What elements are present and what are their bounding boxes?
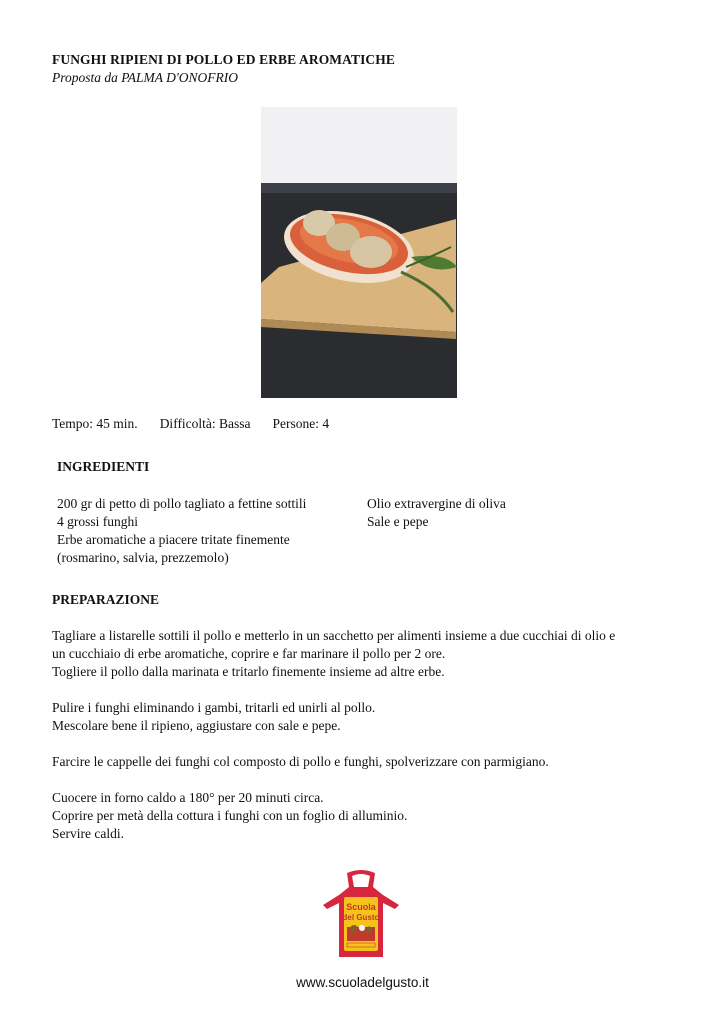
ingredients-heading: INGREDIENTI [57, 459, 150, 474]
ingredient-item: 200 gr di petto di pollo tagliato a fettine sottili [57, 496, 307, 511]
preparation-line: Coprire per metà della cottura i funghi con un foglio di alluminio. [52, 808, 408, 823]
preparation-text [52, 627, 682, 861]
prep-time: Tempo: 45 min. [52, 416, 138, 431]
preparation-line: Farcire le cappelle dei funghi col composto di pollo e funghi, spolverizzare con parmigiano. [52, 754, 549, 769]
ingredient-item: Erbe aromatiche a piacere tritate finemente [57, 532, 290, 547]
servings: Persone: 4 [272, 416, 330, 431]
recipe-author: Proposta da PALMA D'ONOFRIO [52, 70, 239, 85]
ingredient-item: Olio extravergine di oliva [367, 496, 506, 511]
preparation-line: Tagliare a listarelle sottili il pollo e metterlo in un sacchetto per alimenti insieme a due cucchiai di olio e [52, 628, 616, 643]
recipe-meta [52, 416, 351, 432]
preparation-line: Mescolare bene il ripieno, aggiustare con sale e pepe. [52, 718, 341, 733]
logo-text-line1: Scuola [346, 902, 376, 912]
preparation-paragraph [52, 627, 682, 681]
ingredient-item: (rosmarino, salvia, prezzemolo) [57, 550, 229, 565]
preparation-line: Pulire i funghi eliminando i gambi, tritarli ed unirli al pollo. [52, 700, 376, 715]
difficulty: Difficoltà: Bassa [159, 416, 251, 431]
ingredient-item: 4 grossi funghi [57, 514, 138, 529]
scuola-del-gusto-logo [321, 869, 401, 961]
preparation-line: Cuocere in forno caldo a 180° per 20 minuti circa. [52, 790, 324, 805]
preparation-heading: PREPARAZIONE [52, 592, 160, 607]
recipe-title: FUNGHI RIPIENI DI POLLO ED ERBE AROMATICHE [52, 52, 395, 67]
ingredients-list-left [57, 495, 306, 567]
preparation-paragraph [52, 753, 682, 771]
website-url[interactable]: www.scuoladelgusto.it [296, 975, 429, 990]
preparation-line: Servire caldi. [52, 826, 124, 841]
preparation-line: Togliere il pollo dalla marinata e tritarlo finemente insieme ad altre erbe. [52, 664, 445, 679]
ingredient-item: Sale e pepe [367, 514, 429, 529]
preparation-paragraph [52, 699, 682, 735]
preparation-paragraph [52, 789, 682, 843]
dish-photo [261, 107, 457, 398]
logo-text-line2: del Gusto [342, 913, 380, 922]
preparation-line: un cucchiaio di erbe aromatiche, coprire e far marinare il pollo per 2 ore. [52, 646, 446, 661]
ingredients-list-right [367, 495, 506, 531]
